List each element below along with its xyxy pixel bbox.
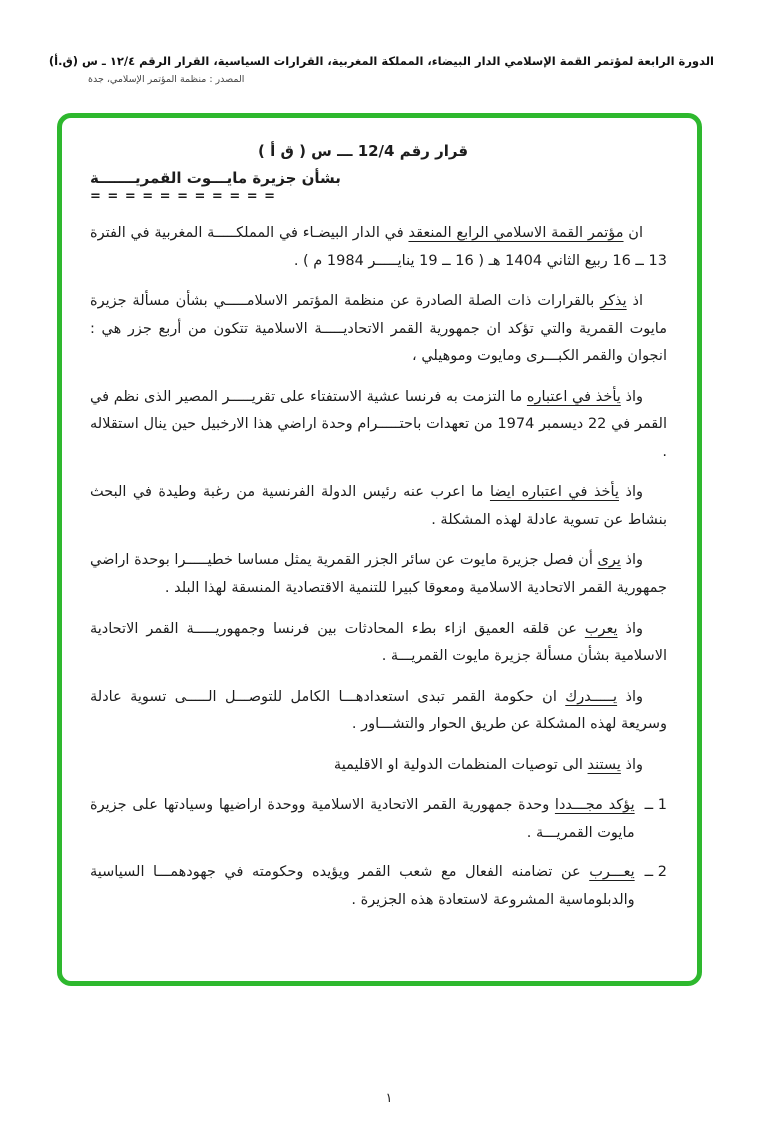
page-number: ١ [385, 1091, 393, 1106]
numbered-item [90, 792, 667, 847]
text-run: الى توصيات المنظمات الدولية او الاقليمية [333, 756, 588, 773]
paragraph [90, 384, 667, 467]
text-run: واذ [617, 620, 643, 637]
paragraph [90, 547, 667, 602]
text-run: وحدة جمهورية القمر الاتحادية الاسلامية ووحدة اراضيها وسيادتها على جزيرة مايوت القمريـــة . [90, 797, 635, 841]
text-run: عن قلقه العميق ازاء بطء المحادثات بين فرنسا وجمهوريـــــة القمر الاتحادية الاسلامية بشأن مسألة جزيرة مايوت القمريـــة . [90, 620, 667, 665]
document-paragraphs [90, 220, 667, 779]
paragraph [90, 220, 667, 275]
underlined-phrase: يؤكد مجـــددا [554, 797, 635, 814]
underlined-phrase: مؤتمر القمة الاسلامي الرابع المنعقد [408, 225, 624, 241]
text-run: أن فصل جزيرة مايوت عن سائر الجزر القمرية يمثل مساسا خطيـــــرا بوحدة اراضي جمهورية القمر الاتحادية الاسلامية ومعوقا كبيرا للتنمية الاقتصادية المنسقة لهذا البلد . [90, 552, 667, 597]
title-separator: = = = = = = = = = = = [90, 189, 277, 204]
underlined-phrase: يعرب [584, 620, 618, 637]
resolution-subject: بشأن جزيرة مايـــوت القمريـــــــة [90, 169, 341, 187]
item-number: 2 ــ [644, 864, 667, 881]
text-run: ان حكومة القمر تبدى استعدادهـــا الكامل للتوصـــل الـــــى تسوية عادلة وسريعة لهذه المشكلة عن طريق الحوار والتشـــاور . [90, 688, 667, 733]
text-run: واذ [618, 484, 643, 501]
underlined-phrase: يأخذ في اعتباره ايضا [489, 484, 619, 501]
underlined-phrase: يذكر [600, 293, 627, 310]
text-run: اذ [626, 293, 643, 310]
paragraph [90, 684, 667, 739]
underlined-phrase: يعـــرب [589, 864, 635, 881]
underlined-phrase: يـــــدرك [565, 688, 618, 705]
document-frame [57, 113, 702, 986]
underlined-phrase: يأخذ في اعتباره [526, 388, 621, 405]
paragraph [90, 616, 667, 671]
catalog-line: الدورة الرابعة لمؤتمر القمة الإسلامي الدار البيضاء، المملكة المغربية، القرارات السياسية، القرار الرقم ١٢/٤ ـ س (ق.أ) [48, 54, 714, 68]
item-text [90, 792, 635, 847]
text-run: في الدار البيضـاء في المملكـــــة المغربية في الفترة 13 ــ 16 ربيع الثاني 1404 هـ ( 16 ــ 19 ينايـــــر 1984 م ) . [90, 225, 667, 269]
paragraph [90, 288, 667, 371]
underlined-phrase: يرى [597, 552, 621, 569]
text-run: ما التزمت به فرنسا عشية الاستفتاء على تقريـــــر المصير الذى نظم في القمر في 22 ديسمبر 1974 من تعهدات باحتـــــرام وحدة اراضي هذا الارخبيل حين ينال استقلاله . [90, 388, 668, 460]
paragraph [90, 479, 667, 534]
text-run: واذ [617, 688, 643, 705]
text-run: واذ [620, 756, 643, 773]
resolution-number-title: قرار رقم 12/4 ـــ س ( ق أ ) [258, 142, 469, 160]
paragraph [90, 752, 667, 780]
text-run: ان [623, 225, 643, 241]
item-text [90, 859, 635, 914]
numbered-item [90, 859, 667, 914]
numbered-items [90, 792, 667, 914]
text-run: عن تضامنه الفعال مع شعب القمر ويؤيده وحكومته في جهودهمـــا السياسية والدبلوماسية المشروعة لاستعادة هذه الجزيرة . [90, 864, 635, 908]
text-run: واذ [620, 552, 643, 569]
text-run: واذ [620, 388, 643, 405]
source-line: المصدر : منظمة المؤتمر الإسلامي، جدة [88, 74, 245, 85]
text-run: ما اعرب عنه رئيس الدولة الفرنسية من رغبة وطيدة في البحث بنشاط عن تسوية عادلة لهذه المشكلة . [90, 484, 667, 528]
underlined-phrase: يستند [587, 756, 621, 773]
item-number: 1 ــ [644, 797, 667, 814]
text-run: بالقرارات ذات الصلة الصادرة عن منظمة المؤتمر الاسلامـــــي بشأن مسألة جزيرة مايوت القمرية والتي تؤكد ان جمهورية القمر الاتحاديـــــة الاسلامية تتكون من أربع جزر هي : انجوان والقمر الكبـــرى ومايوت وموهيلي ، [90, 293, 667, 365]
